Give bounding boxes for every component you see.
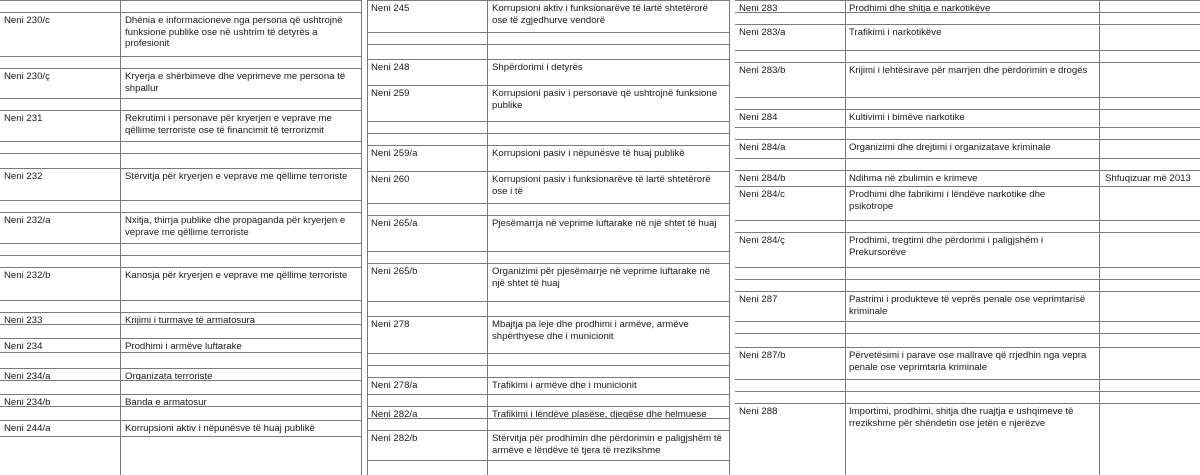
article-code: Neni 232/b: [4, 270, 51, 281]
table-row: [735, 291, 1200, 321]
article-description: Shpërdorimi i detyrës: [492, 62, 583, 73]
table-row: [0, 168, 362, 200]
article-description: Importimi, prodhimi, shitja dhe ruajtja e ushqimeve të rrezikshme për shëndetin ose jetën e njerëzve: [849, 406, 1074, 429]
article-description: Trafikimi i armëve dhe i municionit: [492, 380, 637, 391]
article-code: Neni 282/b: [371, 433, 418, 444]
table-row: [0, 394, 362, 406]
table-row: [0, 153, 362, 168]
article-description: Korrupsioni pasiv i personave që ushtrojnë funksione publike: [492, 88, 718, 111]
table-row: [0, 141, 362, 153]
article-code: Neni 232/a: [4, 215, 51, 226]
article-description: Korrupsioni aktiv i nëpunësve të huaj publikë: [125, 423, 315, 434]
table-bottom-border: [0, 436, 362, 437]
table-row: [0, 212, 362, 243]
table-row: [0, 406, 362, 420]
article-code: Neni 230/ç: [4, 71, 50, 82]
article-description: Pastrimi i produkteve të veprës penale ose veprimtarisë kriminale: [849, 294, 1086, 317]
table-row: [735, 62, 1200, 97]
table-row: [367, 301, 730, 316]
article-description: Korrupsioni pasiv i funksionarëve të lartë shtetërorë ose i të: [492, 174, 711, 197]
table-row: [735, 347, 1200, 379]
table-row: [0, 380, 362, 394]
table-row: [0, 338, 362, 352]
table-row: [367, 145, 730, 171]
article-code: Neni 248: [371, 62, 410, 73]
table-row: [735, 127, 1200, 139]
article-description: Trafikimi i lëndëve plasëse, djegëse dhe helmuese: [492, 409, 707, 420]
table-row: [0, 300, 362, 312]
article-description: Trafikimi i narkotikëve: [849, 27, 942, 38]
article-description: Prodhimi i armëve luftarake: [125, 341, 242, 352]
article-code: Neni 230/c: [4, 15, 50, 26]
article-description: Përvetësimi i parave ose mallrave që rrjedhin nga vepra penale ose veprimtaria kriminale: [849, 350, 1087, 373]
table-row: [0, 110, 362, 141]
table-row: [367, 133, 730, 145]
table-row: [735, 139, 1200, 158]
table-column-3: [735, 0, 1200, 475]
table-row: [735, 267, 1200, 279]
table-bottom-border: [367, 460, 730, 461]
article-code: Neni 287/b: [739, 350, 786, 361]
article-description: Organizata terroriste: [125, 371, 213, 382]
article-description: Krijimi i turmave të armatosura: [125, 315, 256, 326]
table-row: [367, 251, 730, 263]
article-code: Neni 232: [4, 171, 43, 182]
table-row: [735, 12, 1200, 24]
article-description: Prodhimi dhe shitja e narkotikëve: [849, 3, 991, 14]
table-row: [735, 97, 1200, 109]
article-code: Neni 283/a: [739, 27, 786, 38]
article-code: Neni 233: [4, 315, 43, 326]
article-code: Neni 260: [371, 174, 410, 185]
table-row: [735, 232, 1200, 267]
table-column-1: [0, 0, 362, 475]
table-row: [0, 267, 362, 300]
table-row: [0, 368, 362, 380]
table-row: [367, 377, 730, 394]
table-row: [367, 353, 730, 365]
table-row: [735, 0, 1200, 12]
article-code: Neni 284/b: [739, 173, 786, 184]
article-code: Neni 278: [371, 319, 410, 330]
article-code: Neni 259: [371, 88, 410, 99]
table-row: [0, 243, 362, 255]
article-description: Stërvitja për prodhimin dhe përdorimin e paligjshëm të armëve e lëndëve të tjera të rrezikshme: [492, 433, 722, 456]
article-description: Organizimi për pjesëmarrje në veprime luftarake në një shtet të huaj: [492, 266, 711, 289]
table-row: [367, 418, 730, 430]
table-row: [735, 170, 1200, 186]
table-row: [367, 121, 730, 133]
article-description: Prodhimi dhe fabrikimi i lëndëve narkotike dhe psikotrope: [849, 189, 1046, 212]
article-description: Organizimi dhe drejtimi i organizatave kriminale: [849, 142, 1051, 153]
table-row: [367, 0, 730, 32]
table-row: [735, 403, 1200, 468]
table-row: [367, 171, 730, 203]
table-row: [735, 158, 1200, 170]
table-row: [367, 85, 730, 121]
article-description: Korrupsioni pasiv i nëpunësve të huaj publikë: [492, 148, 685, 159]
table-row: [367, 44, 730, 59]
article-description: Rekrutimi i personave për kryerjen e veprave me qëllime terroriste ose të financimit të terrorizmit: [125, 113, 332, 136]
table-row: [0, 68, 362, 98]
article-code: Neni 284/a: [739, 142, 786, 153]
table-row: [367, 430, 730, 460]
table-row: [0, 420, 362, 436]
article-description: Prodhimi, tregtimi dhe përdorimi i paligjshëm i Prekursorëve: [849, 235, 1044, 258]
table-row: [0, 200, 362, 212]
table-row: [367, 406, 730, 418]
table-row: [735, 109, 1200, 127]
article-code: Neni 288: [739, 406, 778, 417]
table-row: [0, 312, 362, 324]
table-row: [0, 12, 362, 56]
table-column-2: [367, 0, 730, 475]
article-description: Krijimi i lehtësirave për marrjen dhe përdorimin e drogës: [849, 65, 1088, 76]
table-row: [735, 321, 1200, 333]
table-row: [0, 255, 362, 267]
table-row: [0, 56, 362, 68]
table-row: [0, 0, 362, 12]
article-description: Stërvitja për kryerjen e veprave me qëllime terroriste: [125, 171, 348, 182]
article-code: Neni 234/b: [4, 397, 51, 408]
article-code: Neni 287: [739, 294, 778, 305]
table-row: [735, 50, 1200, 62]
article-code: Neni 283: [739, 3, 778, 14]
table-row: [367, 59, 730, 85]
article-description: Nxitja, thirrja publike dhe propaganda për kryerjen e veprave me qëllime terroriste: [125, 215, 346, 238]
article-code: Neni 284/c: [739, 189, 785, 200]
article-code: Neni 234: [4, 341, 43, 352]
article-description: Banda e armatosur: [125, 397, 207, 408]
table-row: [367, 394, 730, 406]
table-row: [735, 333, 1200, 347]
article-code: Neni 259/a: [371, 148, 418, 159]
table-row: [0, 324, 362, 338]
article-code: Neni 244/a: [4, 423, 51, 434]
table-row: [367, 215, 730, 251]
table-row: [735, 391, 1200, 403]
article-code: Neni 278/a: [371, 380, 418, 391]
article-description: Pjesëmarrja në veprime luftarake në një shtet të huaj: [492, 218, 717, 229]
article-description: Mbajtja pa leje dhe prodhimi i armëve, armëve shpërthyese dhe i municionit: [492, 319, 689, 342]
table-row: [0, 98, 362, 110]
article-code: Neni 283/b: [739, 65, 786, 76]
table-row: [367, 365, 730, 377]
article-description: Kultivimi i bimëve narkotike: [849, 112, 965, 123]
table-row: [735, 24, 1200, 50]
article-description: Ndihma në zbulimin e krimeve: [849, 173, 978, 184]
article-code: Neni 231: [4, 113, 43, 124]
table-row: [735, 379, 1200, 391]
table-row: [735, 186, 1200, 220]
table-row: [367, 263, 730, 301]
table-row: [735, 279, 1200, 291]
table-row: [367, 203, 730, 215]
article-note: Shfuqizuar më 2013: [1105, 173, 1191, 184]
article-code: Neni 282/a: [371, 409, 418, 420]
article-description: Kanosja për kryerjen e veprave me qëllime terroriste: [125, 270, 348, 281]
article-code: Neni 245: [371, 3, 410, 14]
article-description: Kryerja e shërbimeve dhe veprimeve me persona të shpallur: [125, 71, 346, 94]
article-code: Neni 284/ç: [739, 235, 785, 246]
article-description: Dhënia e informacioneve nga persona që ushtrojnë funksione publike ose në ushtrim të detyrës a profesionit: [125, 15, 343, 49]
article-code: Neni 234/a: [4, 371, 51, 382]
table-row: [0, 352, 362, 368]
article-code: Neni 284: [739, 112, 778, 123]
article-code: Neni 265/a: [371, 218, 418, 229]
article-code: Neni 265/b: [371, 266, 418, 277]
table-row: [367, 316, 730, 353]
table-row: [735, 220, 1200, 232]
table-row: [367, 32, 730, 44]
article-description: Korrupsioni aktiv i funksionarëve të lartë shtetërorë ose të zgjedhurve vendorë: [492, 3, 708, 26]
